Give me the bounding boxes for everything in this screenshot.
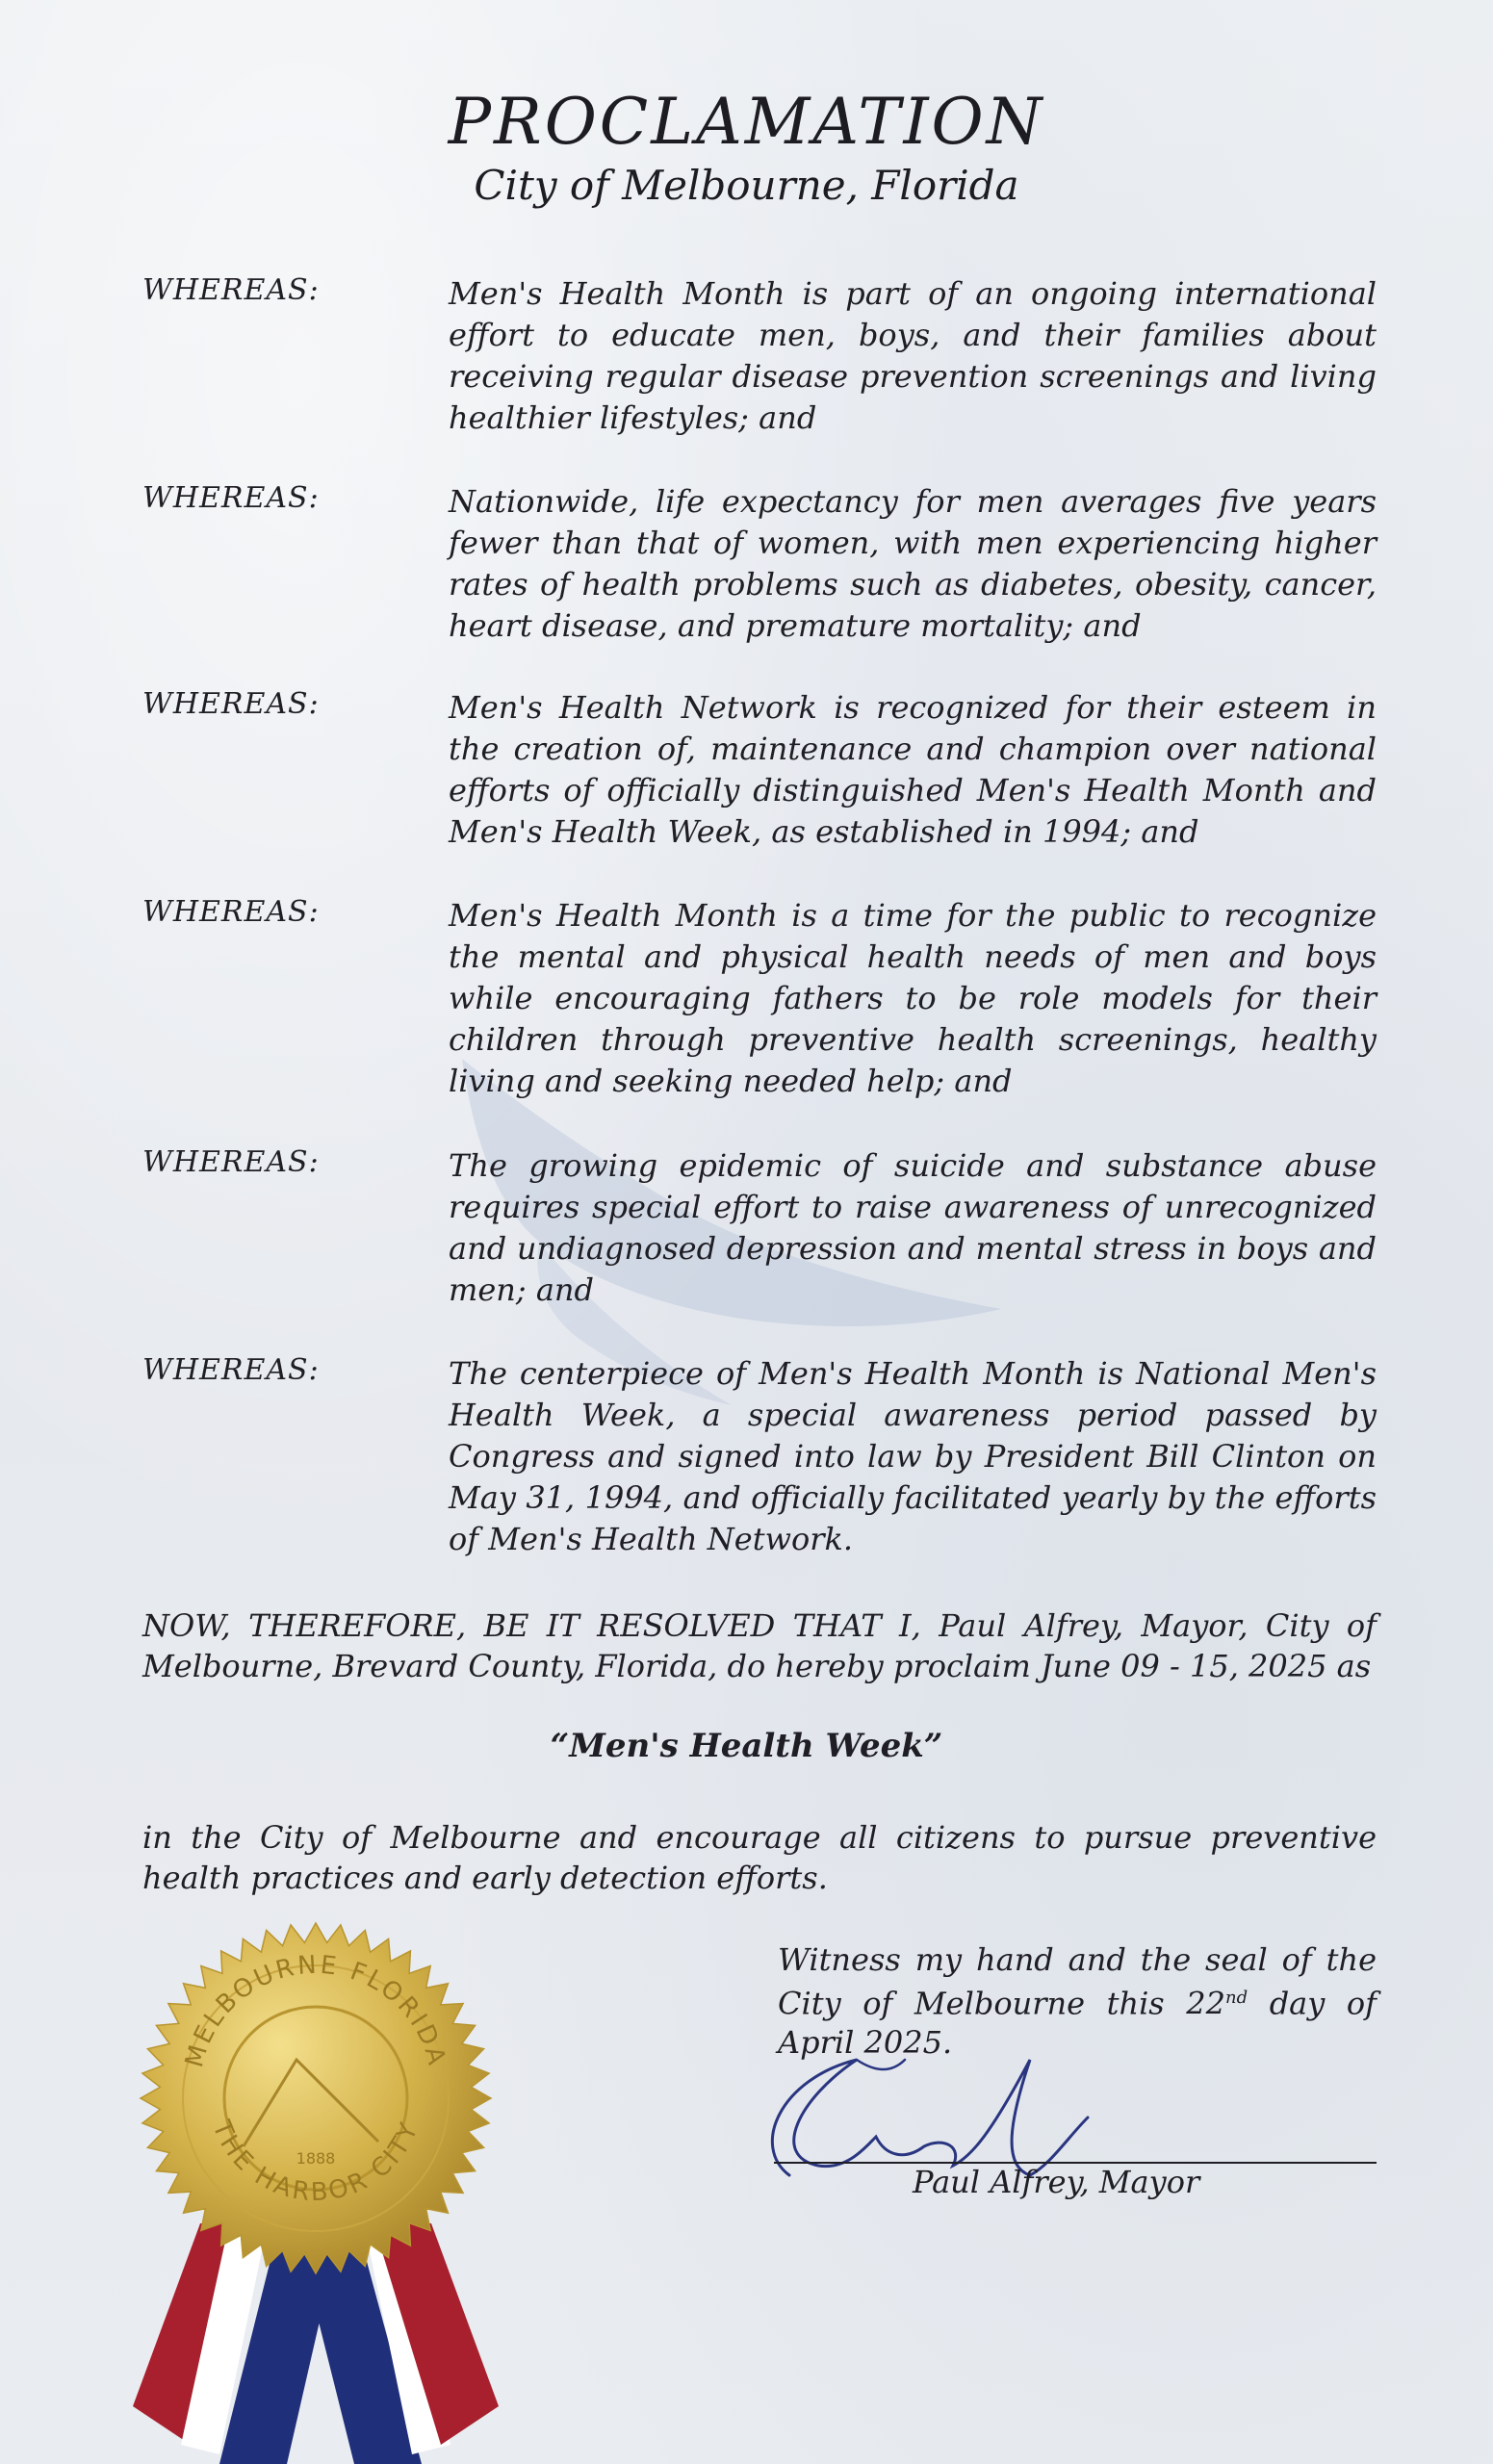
- whereas-label: WHEREAS:: [142, 1145, 320, 1179]
- whereas-label: WHEREAS:: [142, 1353, 320, 1387]
- whereas-label: WHEREAS:: [142, 895, 320, 929]
- whereas-text: The centerpiece of Men's Health Month is National Men's Health Week, a special awareness period passed by Congress and signed into law by President Bill Clinton on May 31, 1994, and officially facilitated yearly by the efforts of Men's Health Network.: [449, 1355, 1377, 1557]
- seal-bottom-text: THE HARBOR CITY: [206, 2117, 425, 2208]
- ordinal-suffix: nd: [1225, 1988, 1248, 2008]
- whereas-text: Men's Health Month is part of an ongoing international effort to educate men, boys, and their families about receiving regular disease prevention screenings and living healthier lifestyles; and: [449, 275, 1377, 436]
- whereas-text: Men's Health Network is recognized for their esteem in the creation of, maintenance and champion over national efforts of officially distinguished Men's Health Month and Men's Health Week, as established in 1994; and: [449, 689, 1377, 850]
- seal-year: 1888: [296, 2149, 336, 2168]
- whereas-text: The growing epidemic of suicide and substance abuse requires special effort to raise awareness of unrecognized and undiagnosed depression and mental stress in boys and men; and: [449, 1147, 1377, 1308]
- page-subtitle: City of Melbourne, Florida: [474, 162, 1019, 209]
- whereas-text: Men's Health Month is a time for the public to recognize the mental and physical health needs of men and boys while encouraging fathers to be role models for their children through preventive health screenings, healthy living and seeking needed help; and: [449, 897, 1377, 1099]
- city-seal-with-ribbon: [133, 1906, 499, 2464]
- seal-top-text: MELBOURNE FLORIDA: [179, 1950, 451, 2071]
- observance-title: “Men's Health Week”: [550, 1727, 943, 1765]
- witness-text-after: day of April 2025.: [778, 1985, 1377, 2061]
- page-title: PROCLAMATION: [448, 85, 1045, 159]
- whereas-label: WHEREAS:: [142, 273, 320, 307]
- whereas-text: Nationwide, life expectancy for men averages five years fewer than that of women, with men experiencing higher rates of health problems such as diabetes, obesity, cancer, heart disease, and premature mortality; and: [449, 483, 1377, 644]
- resolution-text: NOW, THEREFORE, BE IT RESOLVED THAT I, Paul Alfrey, Mayor, City of Melbourne, Brevard County, Florida, do hereby proclaim June 09 - 15, 2025 as: [142, 1607, 1377, 1684]
- signer-name: Paul Alfrey, Mayor: [913, 2164, 1200, 2200]
- witness-text-before: Witness my hand and the seal of the City of Melbourne this 22: [778, 1941, 1377, 2022]
- whereas-label: WHEREAS:: [142, 481, 320, 515]
- closing-text: in the City of Melbourne and encourage all citizens to pursue preventive health practices and early detection efforts.: [142, 1819, 1377, 1896]
- whereas-label: WHEREAS:: [142, 687, 320, 721]
